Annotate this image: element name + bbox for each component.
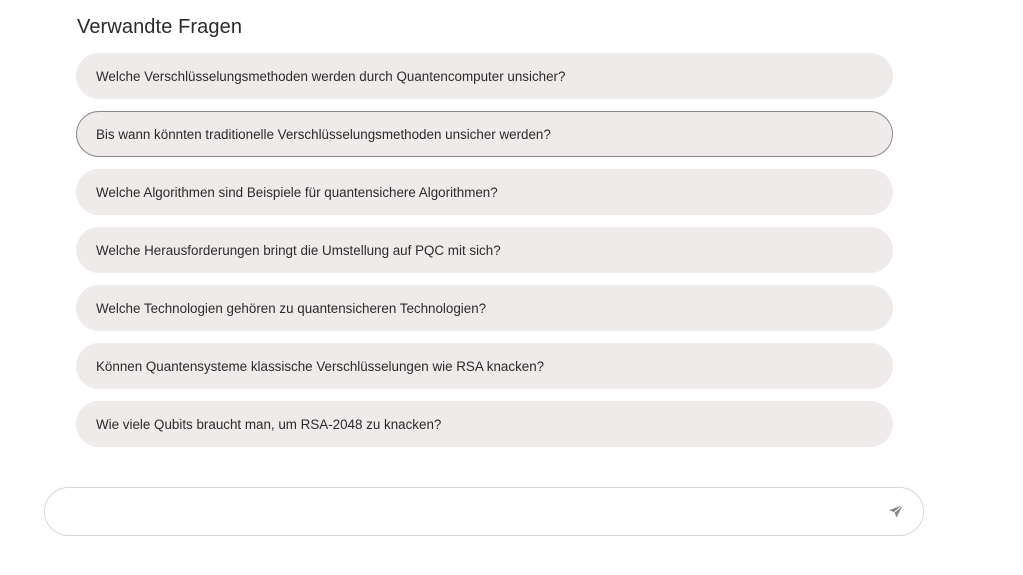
- related-questions-list: [76, 53, 893, 459]
- related-question-label: Welche Herausforderungen bringt die Umstellung auf PQC mit sich?: [96, 242, 501, 258]
- chat-input[interactable]: [65, 488, 889, 537]
- related-question-label: Bis wann könnten traditionelle Verschlüsselungsmethoden unsicher werden?: [96, 126, 551, 142]
- related-question-label: Welche Technologien gehören zu quantensicheren Technologien?: [96, 300, 487, 316]
- send-button[interactable]: [885, 501, 907, 523]
- send-icon: [887, 503, 905, 521]
- related-questions-title: Verwandte Fragen: [77, 16, 243, 38]
- related-question-item[interactable]: [76, 169, 893, 215]
- related-question-item[interactable]: [76, 53, 893, 99]
- related-question-label: Welche Verschlüsselungsmethoden werden durch Quantencomputer unsicher?: [96, 68, 566, 84]
- related-question-label: Wie viele Qubits braucht man, um RSA-2048 zu knacken?: [96, 416, 442, 432]
- related-question-item[interactable]: [76, 111, 893, 157]
- related-question-label: Welche Algorithmen sind Beispiele für quantensichere Algorithmen?: [96, 184, 498, 200]
- related-question-item[interactable]: [76, 401, 893, 447]
- related-question-item[interactable]: [76, 285, 893, 331]
- related-question-item[interactable]: [76, 343, 893, 389]
- related-question-label: Können Quantensysteme klassische Verschlüsselungen wie RSA knacken?: [96, 358, 545, 374]
- related-question-item[interactable]: [76, 227, 893, 273]
- chat-input-container: [44, 487, 924, 536]
